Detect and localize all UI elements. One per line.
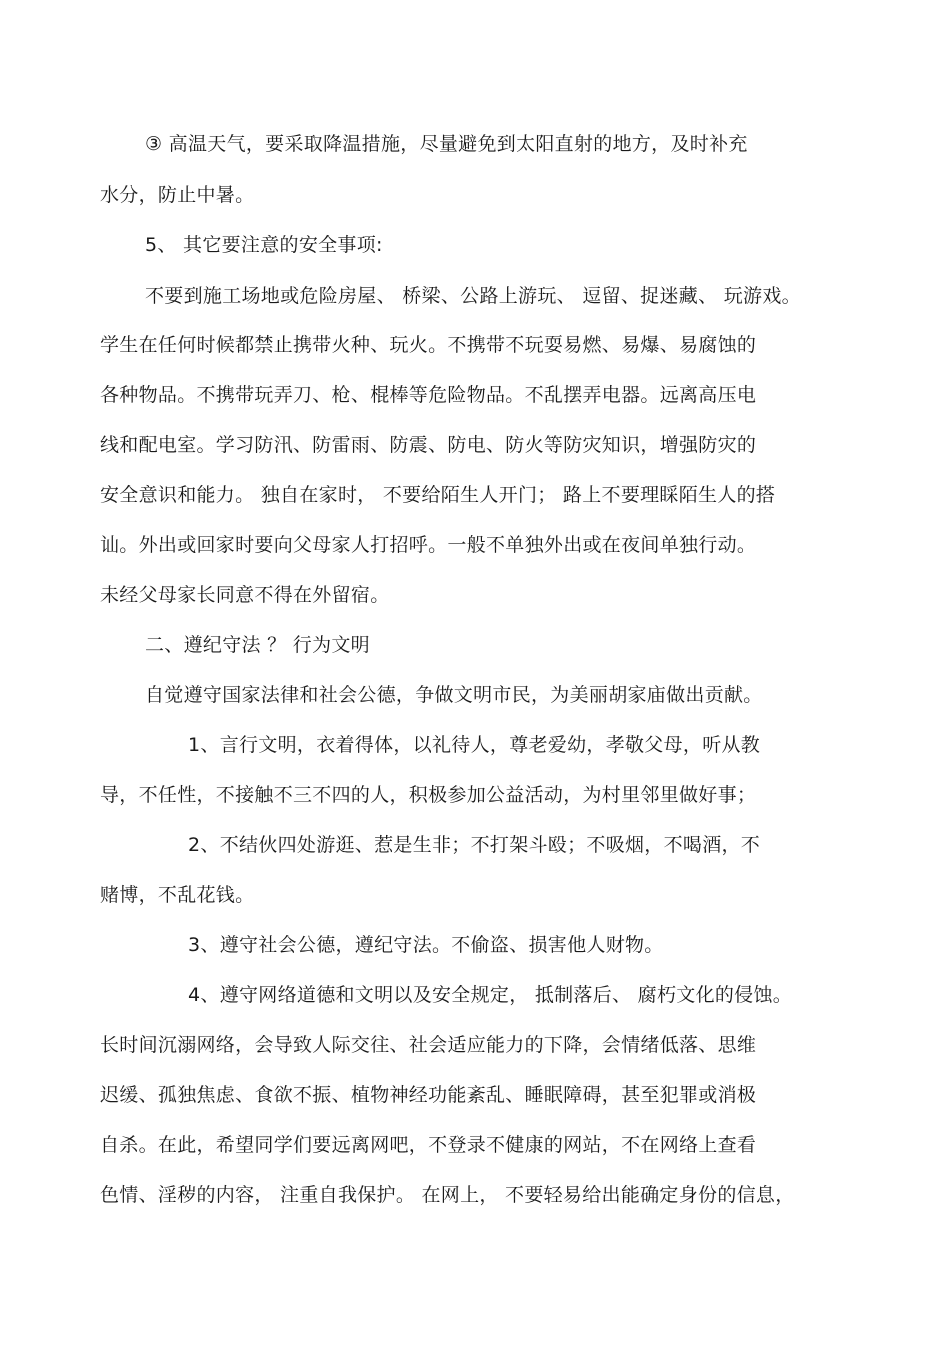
text-line: 线和配电室。学习防汛、防雷雨、防震、防电、防火等防灾知识，增强防灾的 — [100, 434, 757, 456]
text-line: 导，不任性，不接触不三不四的人，积极参加公益活动，为村里邻里做好事； — [100, 784, 757, 806]
text-line: 水分，防止中暑。 — [100, 184, 255, 206]
text-line: 迟缓、孤独焦虑、食欲不振、植物神经功能紊乱、睡眠障碍，甚至犯罪或消极 — [100, 1084, 757, 1106]
text-line: 赌博，不乱花钱。 — [100, 884, 255, 906]
text-line: 讪。外出或回家时要向父母家人打招呼。一般不单独外出或在夜间单独行动。 — [100, 534, 757, 556]
list-item: 4、遵守网络道德和文明以及安全规定， 抵制落后、 腐朽文化的侵蚀。 — [188, 984, 793, 1006]
text-line: 安全意识和能力。 独自在家时， 不要给陌生人开门； 路上不要理睬陌生人的搭 — [100, 484, 776, 506]
text-line: ③ 高温天气，要采取降温措施，尽量避免到太阳直射的地方，及时补充 — [145, 133, 748, 155]
section-heading: 二、遵纪守法 ？ 行为文明 — [145, 634, 370, 656]
text-line: 未经父母家长同意不得在外留宿。 — [100, 584, 390, 606]
text-line: 各种物品。不携带玩弄刀、枪、棍棒等危险物品。不乱摆弄电器。远离高压电 — [100, 384, 757, 406]
text-line: 自觉遵守国家法律和社会公德，争做文明市民，为美丽胡家庙做出贡献。 — [145, 684, 763, 706]
list-item: 3、遵守社会公德，遵纪守法。不偷盗、损害他人财物。 — [188, 934, 664, 956]
text-line: 学生在任何时候都禁止携带火种、玩火。不携带不玩耍易燃、易爆、易腐蚀的 — [100, 334, 757, 356]
text-line: 色情、淫秽的内容， 注重自我保护。 在网上， 不要轻易给出能确定身份的信息， — [100, 1184, 795, 1206]
section-heading: 5、 其它要注意的安全事项: — [145, 234, 383, 256]
text-line: 自杀。在此，希望同学们要远离网吧，不登录不健康的网站，不在网络上查看 — [100, 1134, 757, 1156]
text-line: 长时间沉溺网络，会导致人际交往、社会适应能力的下降，会情绪低落、思维 — [100, 1034, 757, 1056]
text-line: 不要到施工场地或危险房屋、 桥梁、公路上游玩、 逗留、捉迷藏、 玩游戏。 — [145, 285, 801, 307]
list-item: 1、言行文明，衣着得体，以礼待人，尊老爱幼，孝敬父母，听从教 — [188, 734, 761, 756]
list-item: 2、不结伙四处游逛、惹是生非；不打架斗殴；不吸烟，不喝酒，不 — [188, 834, 761, 856]
